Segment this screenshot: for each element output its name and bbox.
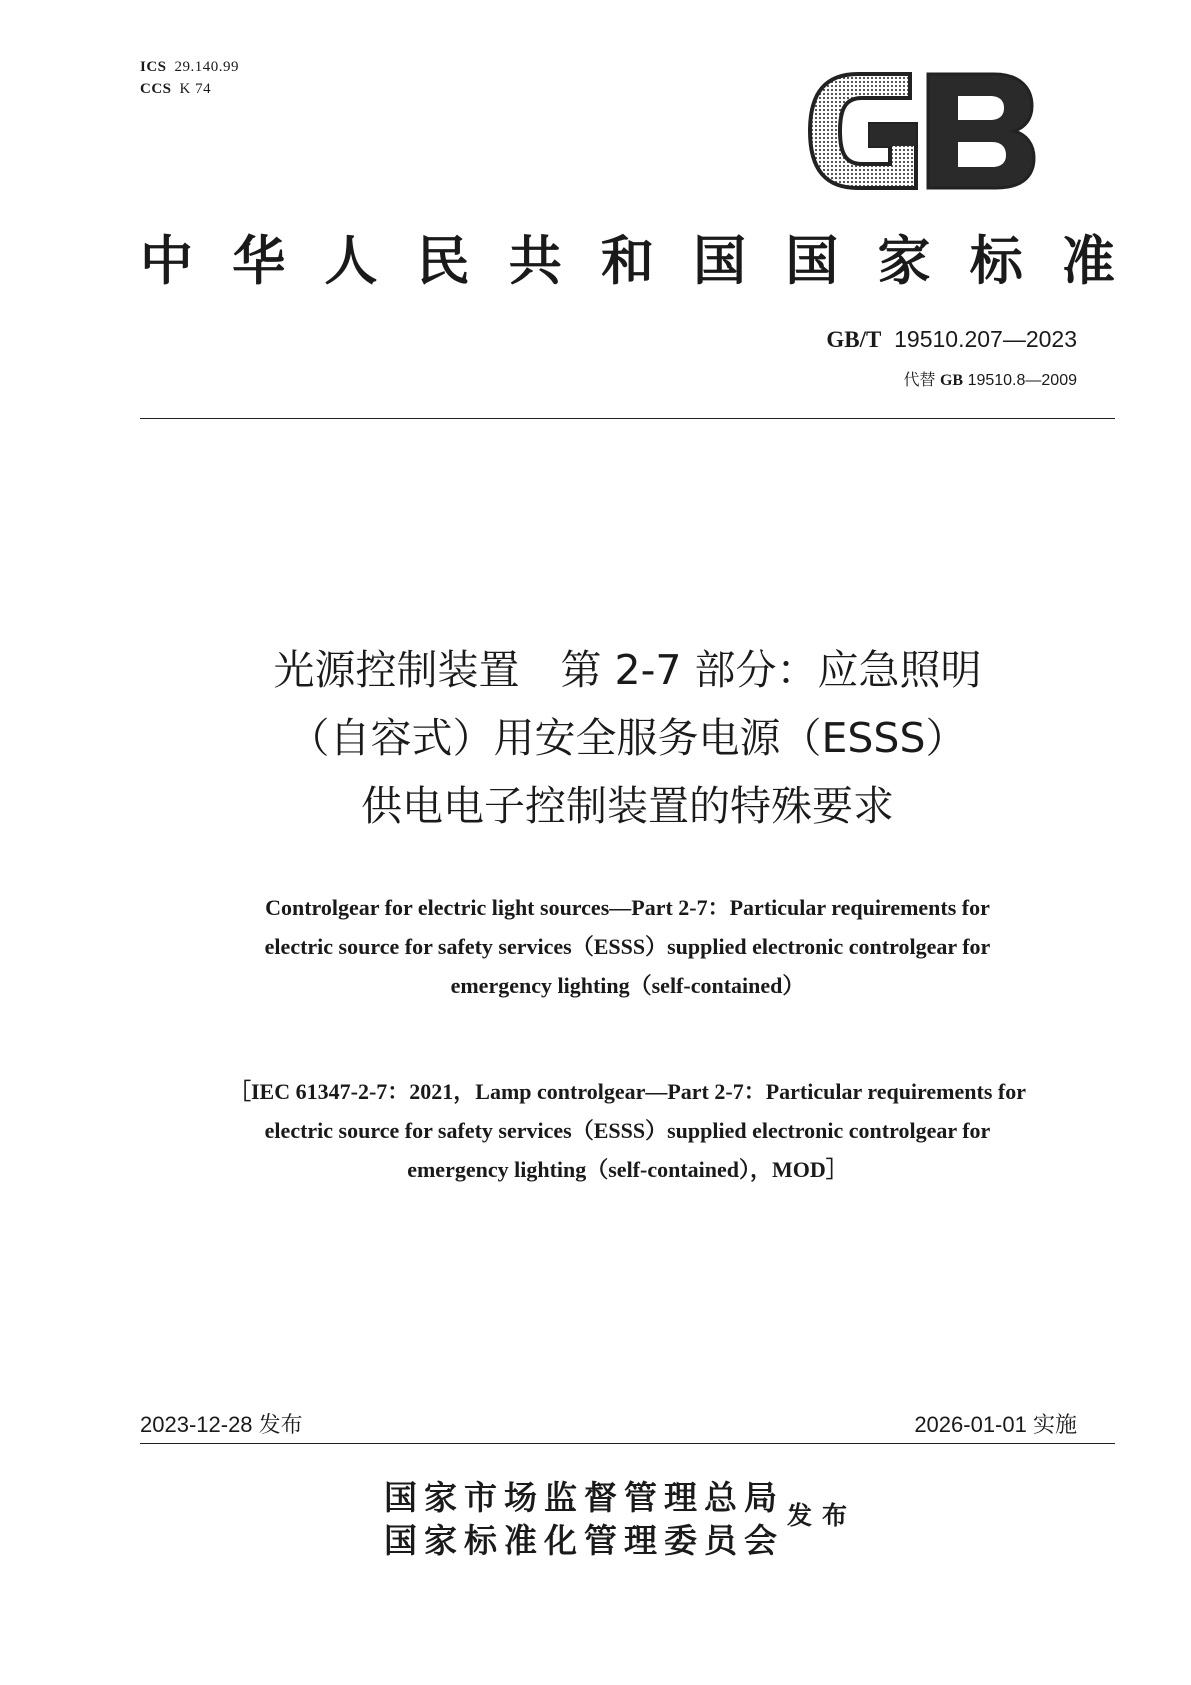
heading-char: 国 (693, 230, 747, 292)
english-title-line-1: Controlgear for electric light sources—Part 2-7：Particular requirements for (265, 895, 990, 920)
heading-char: 家 (877, 230, 931, 292)
heading-char: 国 (785, 230, 839, 292)
chinese-title-line-1: 光源控制装置 第 2-7 部分：应急照明 (273, 646, 982, 694)
heading-char: 准 (1061, 230, 1115, 292)
chinese-title-line-3: 供电电子控制装置的特殊要求 (361, 782, 894, 830)
standard-number (826, 326, 1077, 353)
heading-char: 中 (140, 230, 193, 292)
bottom-divider (140, 1443, 1115, 1444)
iec-reference (140, 1072, 1115, 1189)
implement-date-label: 实施 (1032, 1413, 1077, 1438)
replaces-prefix: GB (939, 372, 964, 389)
heading-char: 共 (508, 230, 562, 292)
top-divider (140, 418, 1115, 419)
ccs-label: CCS (140, 81, 172, 97)
ics-code: 29.140.99 (174, 59, 240, 75)
standard-code: 19510.207—2023 (894, 326, 1077, 352)
publish-label: 发布 (787, 1501, 858, 1530)
english-title-line-3: emergency lighting（self-contained） (450, 973, 805, 998)
ccs-code: K 74 (179, 81, 212, 97)
iec-reference-line-3: emergency lighting（self-contained），MOD］ (407, 1157, 848, 1182)
iec-reference-line-2: electric source for safety services（ESSS）supplied electronic controlgear for (264, 1118, 991, 1143)
heading-char: 人 (324, 230, 378, 292)
classification-codes (140, 56, 239, 100)
iec-reference-line-1: ［IEC 61347-2-7：2021，Lamp controlgear—Part 2-7：Particular requirements for (229, 1079, 1026, 1104)
issue-date-label: 发布 (258, 1413, 303, 1438)
issue-date-value: 2023-12-28 (140, 1412, 253, 1437)
gb-logo (806, 68, 1038, 194)
ics-line (140, 56, 239, 78)
chinese-title-line-2: （自容式）用安全服务电源（ESSS） (288, 714, 967, 762)
english-title (140, 888, 1115, 1005)
issue-date (140, 1408, 303, 1439)
replaces-number: 19510.8—2009 (967, 372, 1077, 389)
heading-char: 和 (600, 230, 654, 292)
national-standard-heading (140, 226, 1115, 296)
implement-date-value: 2026-01-01 (914, 1412, 1027, 1437)
issuer-1: 国家市场监督管理总局 (384, 1478, 784, 1517)
heading-char: 民 (416, 230, 470, 292)
heading-char: 标 (969, 230, 1023, 292)
replaces-label: 代替 (903, 370, 936, 389)
ics-label: ICS (140, 59, 167, 75)
issuer-2: 国家标准化管理委员会 (384, 1521, 784, 1560)
heading-char: 华 (232, 230, 286, 292)
chinese-title (140, 636, 1115, 840)
implement-date (914, 1408, 1077, 1439)
english-title-line-2: electric source for safety services（ESSS）supplied electronic controlgear for (264, 934, 991, 959)
replaces-standard (904, 367, 1077, 390)
standard-prefix: GB/T (826, 327, 882, 352)
ccs-line (140, 78, 239, 100)
issuing-authorities (384, 1476, 784, 1562)
